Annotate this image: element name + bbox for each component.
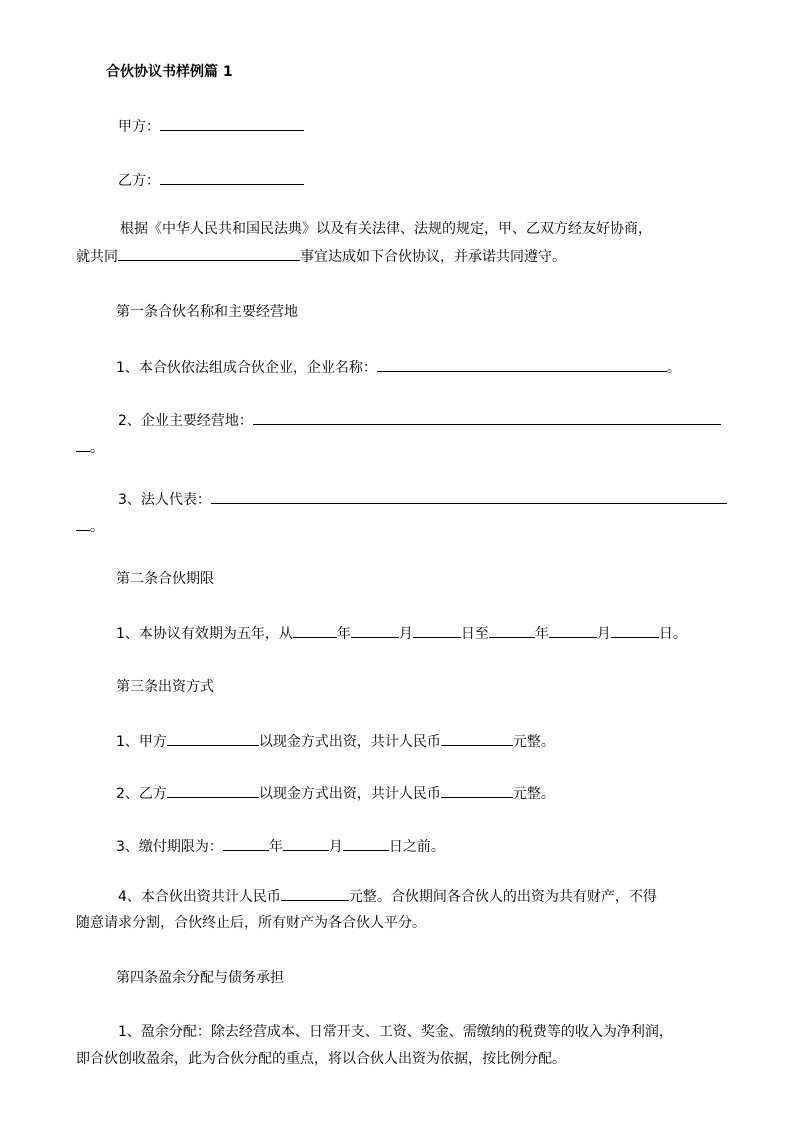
end-day-blank[interactable] (611, 623, 659, 638)
article2-item1: 1、本协议有效期为五年，从 年 月 日至 年 月 日。 (116, 623, 687, 644)
party-b-field (118, 170, 304, 191)
article3-item2: 2、乙方 以现金方式出资，共计人民币 元整。 (116, 783, 555, 804)
party-a-amount-blank[interactable] (441, 731, 513, 746)
party-a-label: 甲方： (118, 119, 160, 135)
party-b-label: 乙方： (118, 173, 160, 189)
article4-item1-line2: 即合伙创收盈余，此为合伙分配的重点，将以合伙人出资为依据，按比例分配。 (76, 1051, 566, 1067)
article1-item3-cont: 。 (76, 516, 104, 537)
company-name-blank[interactable] (377, 357, 667, 372)
legal-rep-blank[interactable] (211, 489, 727, 504)
article1-item3: 3、法人代表： (118, 489, 727, 510)
article2-heading: 第二条合伙期限 (116, 571, 214, 587)
start-day-blank[interactable] (413, 623, 461, 638)
party-a-blank[interactable] (160, 116, 304, 131)
document-title: 合伙协议书样例篇 1 (106, 64, 233, 80)
start-month-blank[interactable] (351, 623, 399, 638)
article1-heading: 第一条合伙名称和主要经营地 (116, 304, 298, 320)
article3-item1: 1、甲方 以现金方式出资，共计人民币 元整。 (116, 731, 555, 752)
preamble-blank[interactable] (118, 246, 300, 261)
payment-month-blank[interactable] (283, 836, 329, 851)
article3-item3: 3、缴付期限为： 年 月 日之前。 (116, 836, 445, 857)
total-amount-blank[interactable] (281, 886, 349, 901)
article1-item2-cont: 。 (76, 437, 104, 458)
business-address-blank[interactable] (253, 410, 721, 425)
end-year-blank[interactable] (489, 623, 535, 638)
article3-heading: 第三条出资方式 (116, 679, 214, 695)
article3-item4-line2: 随意请求分割，合伙终止后，所有财产为各合伙人平分。 (76, 915, 426, 931)
payment-year-blank[interactable] (223, 836, 269, 851)
party-a-contribution-desc-blank[interactable] (167, 731, 259, 746)
party-a-field (118, 116, 304, 137)
party-b-contribution-desc-blank[interactable] (167, 783, 259, 798)
payment-day-blank[interactable] (343, 836, 389, 851)
preamble-line2: 就共同 事宜达成如下合伙协议，并承诺共同遵守。 (76, 246, 566, 267)
start-year-blank[interactable] (293, 623, 337, 638)
party-b-amount-blank[interactable] (441, 783, 513, 798)
article1-item2: 2、企业主要经营地： (118, 410, 721, 431)
preamble-line1: 根据《中华人民共和国民法典》以及有关法律、法规的规定，甲、乙双方经友好协商， (120, 221, 652, 237)
article4-item1-line1: 1、盈余分配：除去经营成本、日常开支、工资、奖金、需缴纳的税费等的收入为净利润， (118, 1024, 673, 1040)
end-month-blank[interactable] (549, 623, 597, 638)
party-b-blank[interactable] (160, 170, 304, 185)
article3-item4: 4、本合伙出资共计人民币 元整。合伙期间各合伙人的出资为共有财产，不得 (118, 886, 657, 907)
article4-heading: 第四条盈余分配与债务承担 (116, 970, 284, 986)
article1-item1: 1、本合伙依法组成合伙企业，企业名称： 。 (116, 357, 681, 378)
